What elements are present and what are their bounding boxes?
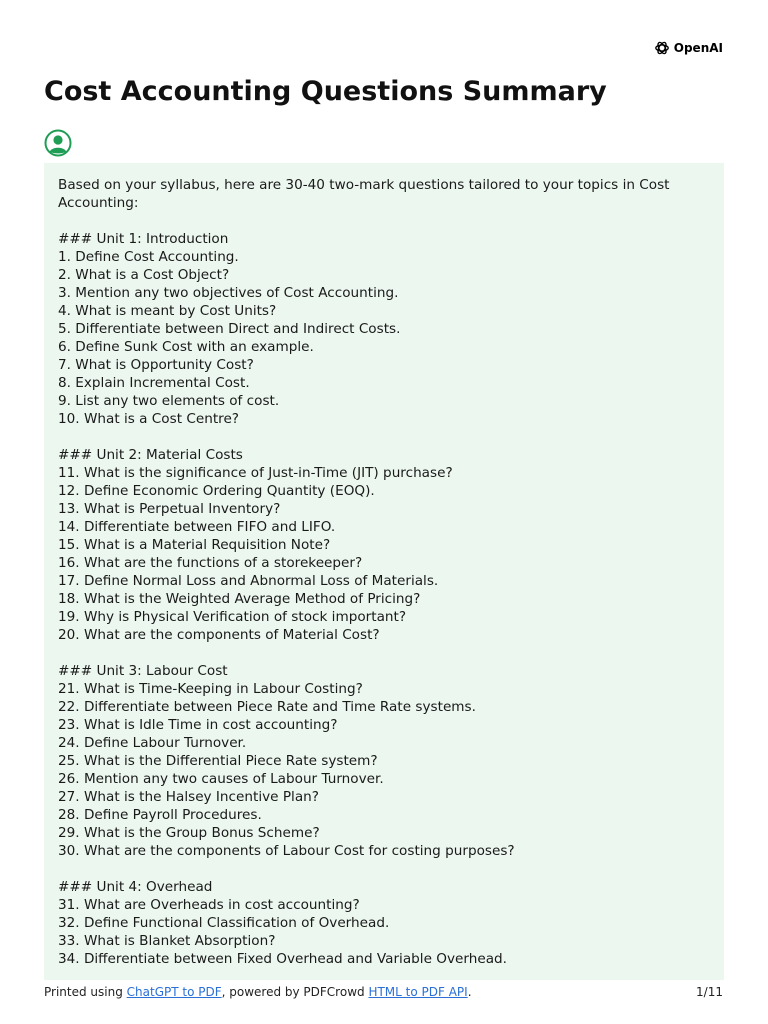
intro-line: Based on your syllabus, here are 30-40 two-mark questions tailored to your topics in Cost — [58, 177, 670, 193]
unit-heading: ### Unit 2: Material Costs — [58, 447, 243, 463]
question-item: 8. Explain Incremental Cost. — [58, 375, 250, 391]
question-item: 10. What is a Cost Centre? — [58, 411, 240, 427]
question-item: 7. What is Opportunity Cost? — [58, 357, 254, 373]
question-item: 21. What is Time-Keeping in Labour Costing? — [58, 681, 363, 697]
html-to-pdf-api-link[interactable]: HTML to PDF API — [368, 985, 468, 999]
question-item: 28. Define Payroll Procedures. — [58, 807, 262, 823]
question-item: 32. Define Functional Classification of Overhead. — [58, 915, 390, 931]
spacer — [58, 860, 710, 878]
question-item: 23. What is Idle Time in cost accounting? — [58, 717, 338, 733]
question-item: 31. What are Overheads in cost accounting? — [58, 897, 360, 913]
question-item: 16. What are the functions of a storekeeper? — [58, 555, 363, 571]
question-item: 29. What is the Group Bonus Scheme? — [58, 825, 320, 841]
question-item: 15. What is a Material Requisition Note? — [58, 537, 331, 553]
unit-heading: ### Unit 4: Overhead — [58, 879, 213, 895]
question-item: 19. Why is Physical Verification of stock important? — [58, 609, 407, 625]
question-item: 2. What is a Cost Object? — [58, 267, 230, 283]
page-title: Cost Accounting Questions Summary — [44, 76, 607, 107]
question-item: 33. What is Blanket Absorption? — [58, 933, 276, 949]
spacer — [58, 428, 710, 446]
page-footer — [44, 985, 723, 999]
question-item: 22. Differentiate between Piece Rate and Time Rate systems. — [58, 699, 476, 715]
page-number: 1/11 — [696, 985, 723, 999]
question-item: 14. Differentiate between FIFO and LIFO. — [58, 519, 336, 535]
unit-heading: ### Unit 3: Labour Cost — [58, 663, 228, 679]
question-item: 12. Define Economic Ordering Quantity (EOQ). — [58, 483, 375, 499]
question-item: 18. What is the Weighted Average Method of Pricing? — [58, 591, 421, 607]
intro-line: Accounting: — [58, 195, 139, 211]
question-item: 25. What is the Differential Piece Rate system? — [58, 753, 378, 769]
question-item: 17. Define Normal Loss and Abnormal Loss of Materials. — [58, 573, 439, 589]
question-item: 30. What are the components of Labour Cost for costing purposes? — [58, 843, 515, 859]
unit-heading: ### Unit 1: Introduction — [58, 231, 229, 247]
question-item: 11. What is the significance of Just-in-Time (JIT) purchase? — [58, 465, 453, 481]
footer-credit — [44, 985, 472, 999]
question-item: 9. List any two elements of cost. — [58, 393, 280, 409]
openai-knot-icon — [654, 40, 670, 56]
question-item: 4. What is meant by Cost Units? — [58, 303, 277, 319]
user-avatar-icon — [44, 129, 72, 157]
openai-logo — [654, 40, 723, 56]
question-item: 13. What is Perpetual Inventory? — [58, 501, 281, 517]
spacer — [58, 212, 710, 230]
spacer — [58, 644, 710, 662]
question-item: 6. Define Sunk Cost with an example. — [58, 339, 314, 355]
question-item: 3. Mention any two objectives of Cost Accounting. — [58, 285, 399, 301]
question-item: 20. What are the components of Material Cost? — [58, 627, 380, 643]
question-item: 26. Mention any two causes of Labour Turnover. — [58, 771, 384, 787]
footer-prefix: Printed using — [44, 985, 127, 999]
footer-middle: , powered by PDFCrowd — [221, 985, 369, 999]
question-item: 34. Differentiate between Fixed Overhead and Variable Overhead. — [58, 951, 507, 967]
chatgpt-to-pdf-link[interactable]: ChatGPT to PDF — [126, 985, 222, 999]
question-item: 27. What is the Halsey Incentive Plan? — [58, 789, 319, 805]
question-item: 5. Differentiate between Direct and Indirect Costs. — [58, 321, 401, 337]
footer-suffix: . — [467, 985, 472, 999]
message-content — [44, 163, 724, 980]
question-item: 24. Define Labour Turnover. — [58, 735, 247, 751]
brand-name: OpenAI — [673, 41, 723, 55]
question-item: 1. Define Cost Accounting. — [58, 249, 239, 265]
